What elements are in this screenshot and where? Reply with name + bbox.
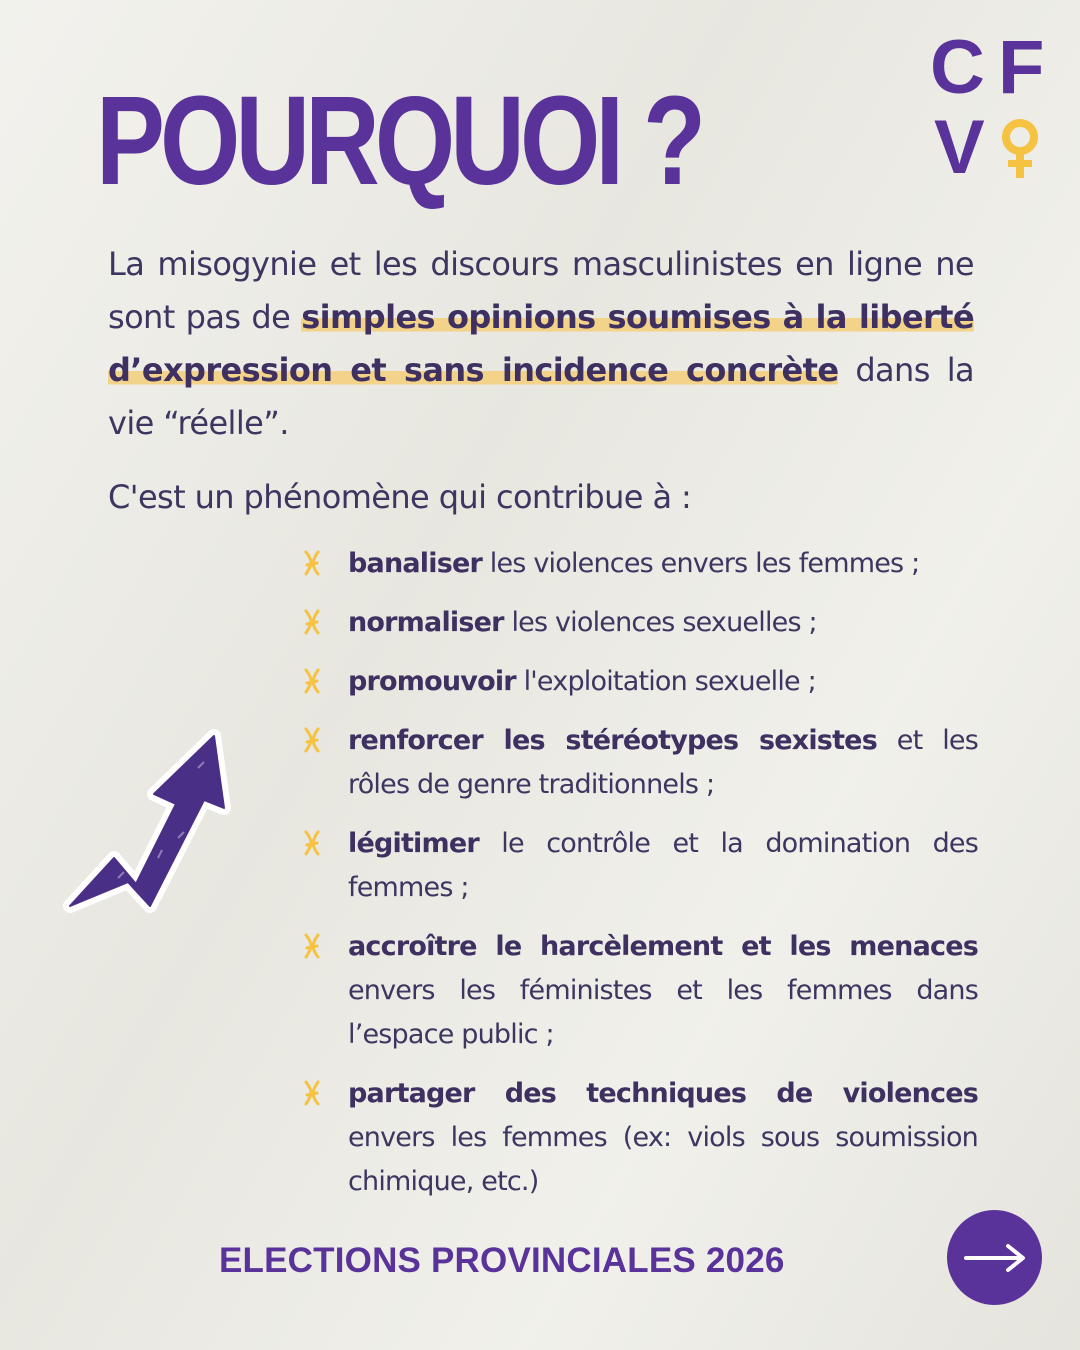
footer-label: ELECTIONS PROVINCIALES 2026 — [219, 1241, 785, 1280]
item-text: envers les féministes et les femmes dans l’espace public ; — [348, 975, 978, 1050]
next-button[interactable] — [947, 1210, 1042, 1305]
intro-text-start: La misogynie et les discours masculinistes en ligne ne sont pas de — [108, 245, 974, 336]
trend-arrow-icon — [58, 728, 238, 928]
list-item — [300, 660, 978, 704]
list-item — [300, 719, 978, 807]
intro-text-end: dans la vie “réelle”. — [108, 351, 974, 442]
venus-icon — [1000, 118, 1040, 180]
item-bold: renforcer les stéréotypes sexistes — [348, 725, 877, 756]
logo-letter-f: F — [998, 25, 1045, 110]
venus-bullet-icon — [302, 1080, 322, 1106]
item-bold: normaliser — [348, 607, 504, 638]
item-text: le contrôle et la domination des femmes ; — [348, 828, 978, 903]
list-item — [300, 925, 978, 1057]
venus-bullet-icon — [302, 550, 322, 576]
venus-bullet-icon — [302, 933, 322, 959]
list-lead: C'est un phénomène qui contribue à : — [108, 478, 692, 516]
item-bold: légitimer — [348, 828, 479, 859]
venus-bullet-icon — [302, 830, 322, 856]
logo-letter-v: V — [934, 105, 985, 190]
list-item — [300, 601, 978, 645]
venus-bullet-icon — [302, 609, 322, 635]
intro-paragraph — [108, 238, 974, 450]
item-bold: partager des techniques de violences — [348, 1078, 978, 1109]
item-bold: banaliser — [348, 548, 482, 579]
item-text: et les rôles de genre traditionnels ; — [348, 725, 978, 800]
item-text: l'exploitation sexuelle ; — [515, 666, 816, 697]
venus-bullet-icon — [302, 668, 322, 694]
item-text: envers les femmes (ex: viols sous soumission chimique, etc.) — [348, 1122, 978, 1197]
intro-highlight: simples opinions soumises à la liberté d’expression et sans incidence concrète — [108, 298, 974, 389]
item-text: les violences envers les femmes ; — [482, 548, 920, 579]
item-bold: accroître le harcèlement et les menaces — [348, 931, 978, 962]
consequences-list — [300, 542, 978, 1219]
arrow-right-icon — [964, 1243, 1026, 1273]
item-bold: promouvoir — [348, 666, 516, 697]
list-item — [300, 542, 978, 586]
cfv-logo — [930, 25, 1050, 190]
venus-bullet-icon — [302, 727, 322, 753]
list-item — [300, 822, 978, 910]
list-item — [300, 1072, 978, 1204]
logo-letter-c: C — [930, 25, 985, 110]
page-title: POURQUOI ? — [96, 70, 702, 211]
item-text: les violences sexuelles ; — [503, 607, 817, 638]
